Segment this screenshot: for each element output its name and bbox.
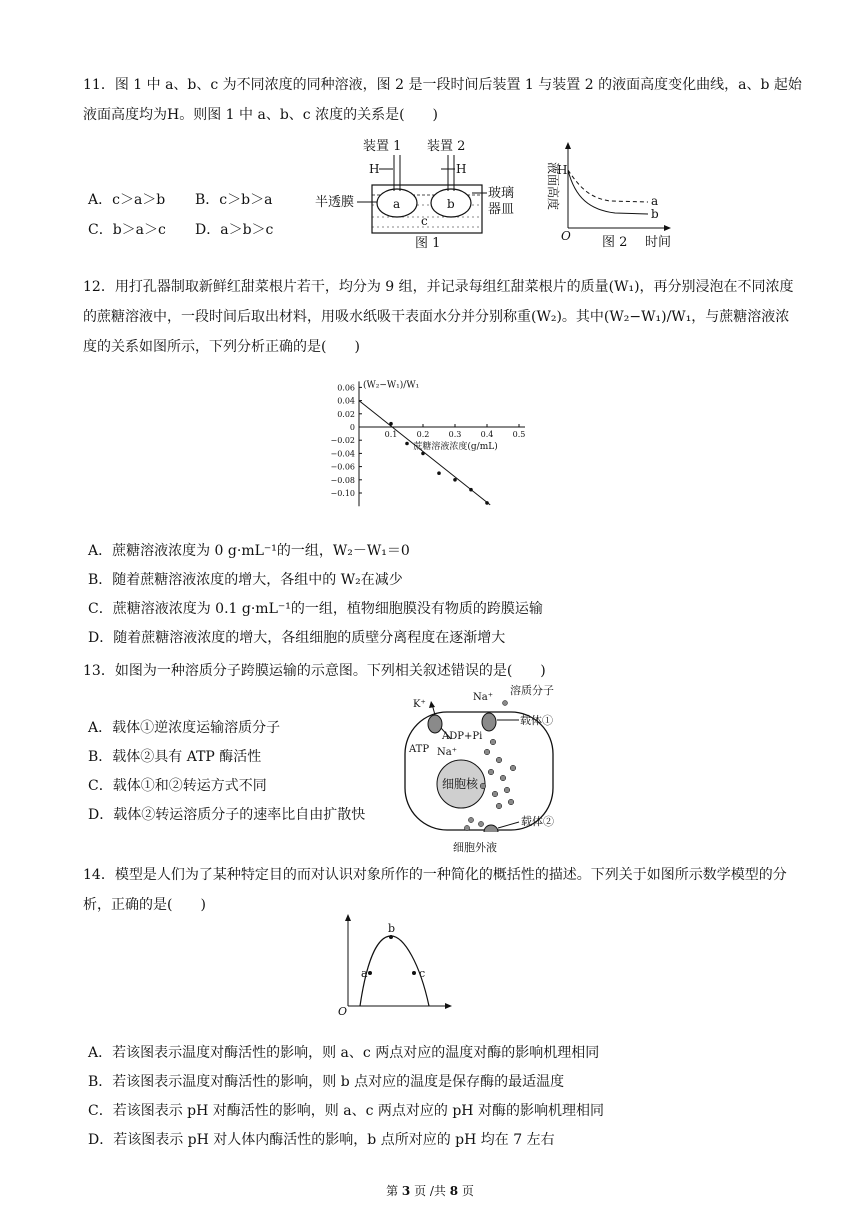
y-tick-label: −0.06 xyxy=(330,462,355,472)
adp-label: ADP+Pi xyxy=(442,731,483,742)
y-tick-label: −0.10 xyxy=(330,489,355,498)
x-tick-label: 0.3 xyxy=(448,430,462,439)
bag-b-label: b xyxy=(447,197,455,211)
curve-a-label: a xyxy=(651,194,659,208)
fig2-ylabel: 液面高度 xyxy=(546,162,560,211)
question-12-stem: 12．用打孔器制取新鲜红甜菜根片若干，均分为 9 组，并记录每组红甜菜根片的质量(W₁)，再分别浸泡在不同浓度的蔗糖溶液中，一段时间后取出材料，用吸水纸吸干表面水分并分别称重(W₂)。其中(W₂−W₁)/W₁，与蔗糖溶液浓度的关系如图所示，下列分析正确的是( ) xyxy=(83,279,794,355)
footer-page-number: 3 xyxy=(401,1184,411,1198)
y-tick-label: −0.08 xyxy=(330,475,355,485)
device-2-label: 装置 2 xyxy=(427,139,466,154)
data-point xyxy=(405,442,409,446)
chart-y-label: (W₂−W₁)/W₁ xyxy=(363,380,420,391)
na-top-label: Na⁺ xyxy=(473,692,493,703)
q12-scatter-chart xyxy=(325,365,535,530)
carrier-1-label: 载体① xyxy=(520,714,553,727)
carrier-2-label: 载体② xyxy=(521,815,554,828)
solution-c-label: c xyxy=(421,214,428,228)
point-a-label: a xyxy=(361,967,368,980)
atp-label: ATP xyxy=(409,744,430,755)
q11-figure-1 xyxy=(315,135,515,250)
data-point xyxy=(389,422,393,426)
fig2-origin: O xyxy=(561,229,571,243)
dish-label-1: 玻璃 xyxy=(488,186,515,201)
bag-a-label: a xyxy=(393,197,401,211)
q11-option-d: D．a＞b＞c xyxy=(195,222,274,238)
q12-option-c: C．蔗糖溶液浓度为 0.1 g·mL⁻¹的一组，植物细胞膜没有物质的跨膜运输 xyxy=(88,601,543,617)
q14-option-d: D．若该图表示 pH 对人体内酶活性的影响，b 点所对应的 pH 均在 7 左右 xyxy=(88,1132,555,1148)
q11-option-c: C．b＞a＞c xyxy=(88,222,166,238)
question-11-stem: 11．图 1 中 a、b、c 为不同浓度的同种溶液，图 2 是一段时间后装置 1 与装置 2 的液面高度变化曲线，a、b 起始液面高度均为H。则图 1 中 a、b、c 浓度的关系是( ) xyxy=(83,77,802,123)
q14-origin: O xyxy=(338,1005,348,1017)
data-point xyxy=(453,478,457,482)
x-tick-label: 0.1 xyxy=(384,430,398,439)
q13-option-d: D．载体②转运溶质分子的速率比自由扩散快 xyxy=(88,807,366,823)
y-tick-label: 0.02 xyxy=(337,409,355,419)
data-point xyxy=(485,501,489,505)
fig2-h-label: H xyxy=(557,163,568,177)
na-bottom-label: Na⁺ xyxy=(437,747,457,758)
q12-option-b: B．随着蔗糖溶液浓度的增大，各组中的 W₂在减少 xyxy=(88,572,403,588)
y-tick-label: 0.04 xyxy=(337,396,355,406)
point-b-label: b xyxy=(388,922,396,935)
q13-option-a: A．载体①逆浓度运输溶质分子 xyxy=(88,720,281,736)
y-tick-label: −0.02 xyxy=(330,436,355,446)
h-left-label: H xyxy=(369,162,380,176)
curve-b-label: b xyxy=(651,207,659,221)
data-point xyxy=(437,471,441,475)
data-point xyxy=(469,488,473,492)
x-tick-label: 0.4 xyxy=(480,430,494,439)
y-tick-label: −0.04 xyxy=(330,449,355,459)
membrane-label: 半透膜 xyxy=(315,195,355,210)
k-ion-label: K⁺ xyxy=(413,699,426,710)
q13-option-b: B．载体②具有 ATP 酶活性 xyxy=(88,749,262,765)
figure-2-caption: 图 2 xyxy=(602,235,628,250)
q12-option-d: D．随着蔗糖溶液浓度的增大，各组细胞的质壁分离程度在逐渐增大 xyxy=(88,630,506,646)
x-tick-label: 0.2 xyxy=(416,430,430,439)
q14-option-a: A．若该图表示温度对酶活性的影响，则 a、c 两点对应的温度对酶的影响机理相同 xyxy=(88,1045,600,1061)
device-1-label: 装置 1 xyxy=(363,139,402,154)
outside-fluid-label: 细胞外液 xyxy=(453,841,497,854)
q11-option-b: B．c＞b＞a xyxy=(195,192,273,208)
x-tick-label: 0.5 xyxy=(512,430,526,439)
figure-1-caption: 图 1 xyxy=(415,236,441,250)
y-tick-label: 0 xyxy=(349,423,355,432)
dish-label-2: 器皿 xyxy=(488,202,515,217)
solute-label: 溶质分子 xyxy=(510,684,554,697)
q13-cell-diagram xyxy=(395,682,595,832)
q13-option-c: C．载体①和②转运方式不同 xyxy=(88,778,267,794)
q12-option-a: A．蔗糖溶液浓度为 0 g·mL⁻¹的一组，W₂－W₁＝0 xyxy=(88,543,410,559)
q11-figure-2 xyxy=(535,140,685,250)
q14-option-b: B．若该图表示温度对酶活性的影响，则 b 点对应的温度是保存酶的最适温度 xyxy=(88,1074,565,1090)
footer-suffix: 页 xyxy=(458,1184,474,1198)
chart-x-label: 蔗糖溶液浓度(g/mL) xyxy=(413,442,498,452)
h-right-label: H xyxy=(456,162,467,176)
page-footer xyxy=(0,1182,860,1199)
data-point xyxy=(421,452,425,456)
y-tick-label: 0.06 xyxy=(337,383,355,393)
q14-option-c: C．若该图表示 pH 对酶活性的影响，则 a、c 两点对应的 pH 对酶的影响机理相同 xyxy=(88,1103,604,1119)
footer-total-pages: 8 xyxy=(449,1184,459,1198)
question-13-stem: 13．如图为一种溶质分子跨膜运输的示意图。下列相关叙述错误的是( ) xyxy=(83,663,546,679)
question-14-stem: 14．模型是人们为了某种特定目的而对认识对象所作的一种简化的概括性的描述。下列关于如图所示数学模型的分析，正确的是( ) xyxy=(83,867,787,913)
q14-curve-figure xyxy=(330,912,460,1017)
nucleus-label: 细胞核 xyxy=(442,777,479,791)
point-c-label: c xyxy=(419,967,426,980)
footer-middle: 页 /共 xyxy=(410,1184,450,1198)
q11-option-a: A．c＞a＞b xyxy=(88,192,166,208)
footer-prefix: 第 xyxy=(386,1184,402,1198)
fig2-xlabel: 时间 xyxy=(645,235,672,250)
